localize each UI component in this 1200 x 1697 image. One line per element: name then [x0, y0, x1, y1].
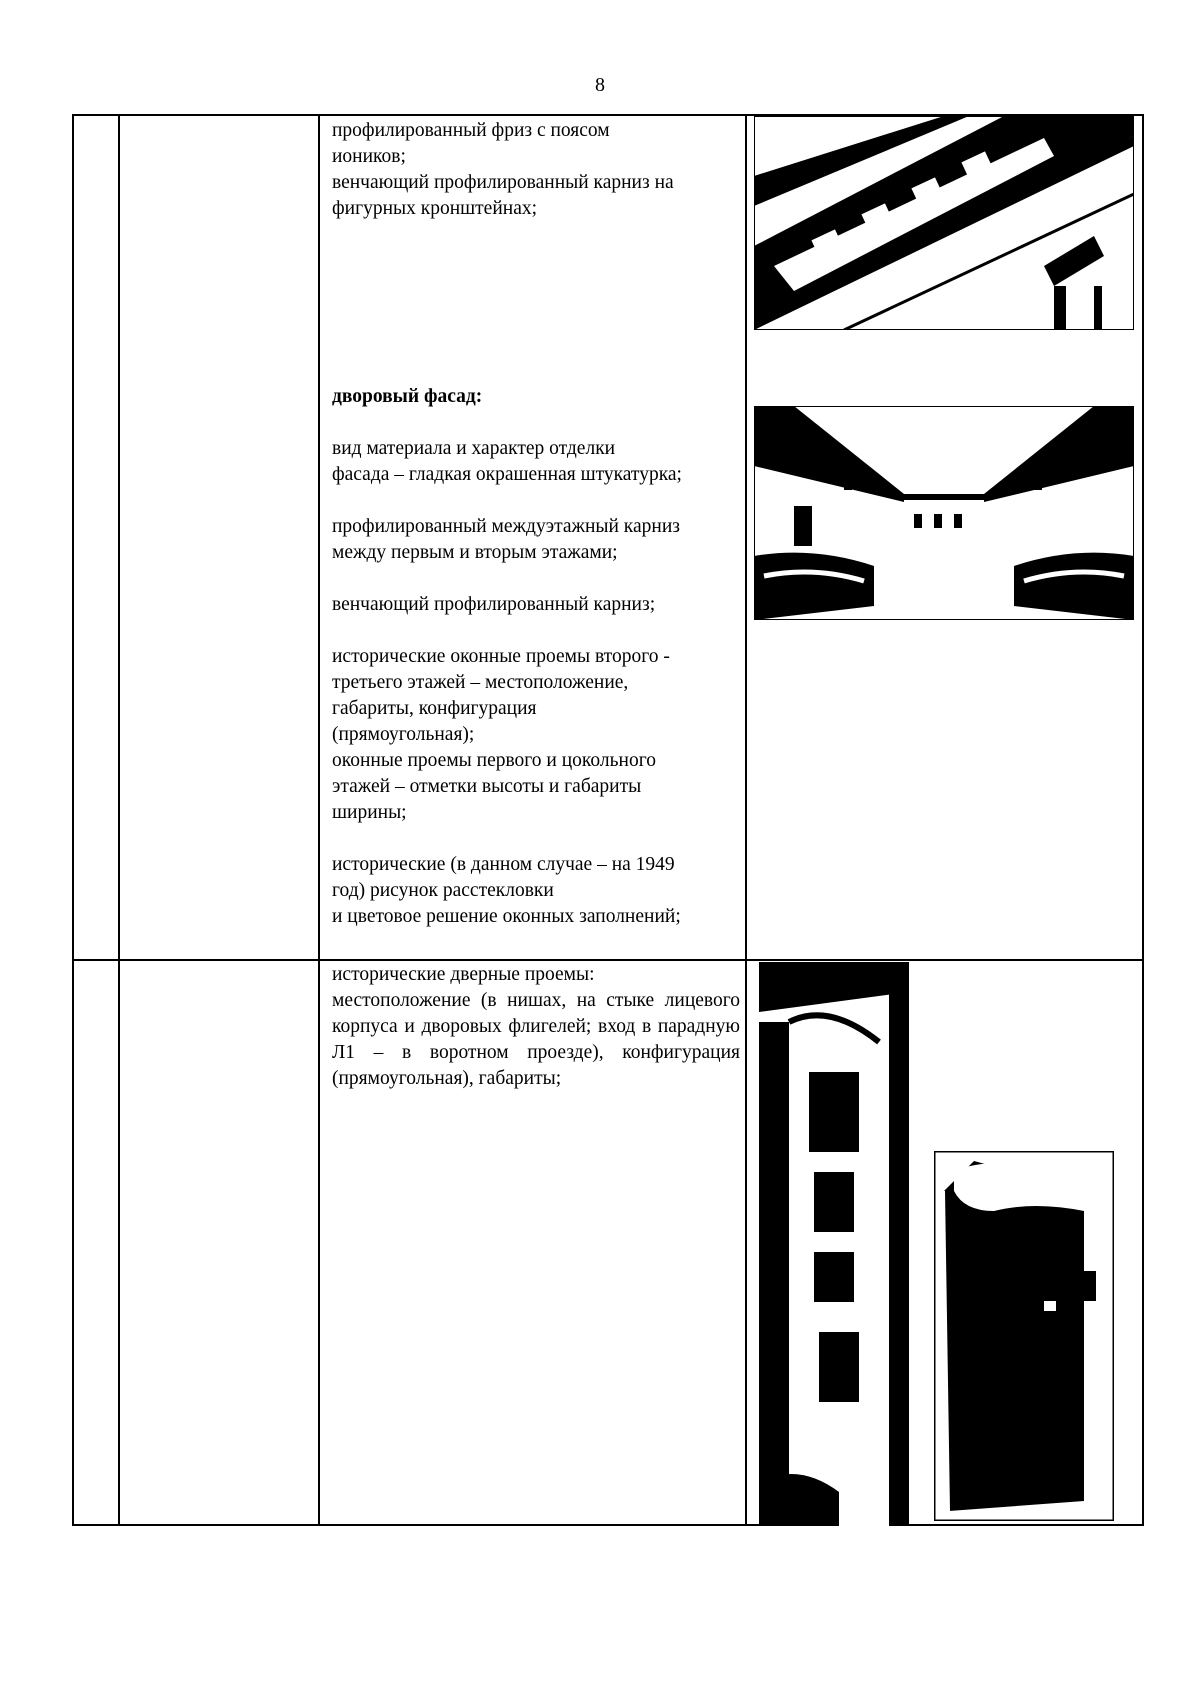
text-line: исторические оконные проемы второго - [332, 646, 670, 667]
row-divider [74, 959, 1142, 961]
text-line: оконные проемы первого и цокольного [332, 750, 656, 771]
text-line: венчающий профилированный карниз; [332, 594, 656, 615]
text-line: (прямоугольная); [332, 724, 475, 745]
door-photo [934, 1151, 1114, 1521]
column-divider-2 [318, 116, 320, 1524]
cornice-photo [754, 116, 1134, 330]
text-line: вид материала и характер отделки [332, 438, 616, 459]
courtyard-corner-photo [759, 962, 909, 1526]
text-line: год) рисунок расстекловки [332, 880, 554, 901]
text-line: третьего этажей – местоположение, [332, 672, 629, 693]
text-line: ширины; [332, 802, 407, 823]
text-paragraph: местоположение (в нишах, на стыке лицевого корпуса и дворовых флигелей; вход в парадную Л1 – в воротном проезде), конфигурация (прямоугольная), габариты; [332, 990, 740, 1089]
page-number: 8 [595, 74, 605, 96]
text-line: профилированный междуэтажный карниз [332, 516, 680, 537]
column-divider-3 [745, 116, 747, 1524]
text-line: габариты, конфигурация [332, 698, 537, 719]
text-line: и цветовое решение оконных заполнений; [332, 906, 681, 927]
text-line: фигурных кронштейнах; [332, 198, 538, 219]
column-divider-1 [118, 116, 120, 1524]
text-line: между первым и вторым этажами; [332, 542, 618, 563]
text-line: профилированный фриз с поясом [332, 120, 610, 141]
text-line: этажей – отметки высоты и габариты [332, 776, 642, 797]
objects-table [72, 114, 1144, 1526]
text-line: венчающий профилированный карниз на [332, 172, 674, 193]
text-line: исторические дверные проемы: [332, 964, 595, 985]
courtyard-photo [754, 406, 1134, 620]
section-heading: дворовый фасад: [332, 386, 483, 407]
row-2-description [332, 384, 742, 930]
text-line: исторические (в данном случае – на 1949 [332, 854, 675, 875]
row-1-description [332, 118, 732, 222]
row-3-description [332, 962, 740, 1092]
text-line: иоников; [332, 146, 406, 167]
text-line: фасада – гладкая окрашенная штукатурка; [332, 464, 682, 485]
